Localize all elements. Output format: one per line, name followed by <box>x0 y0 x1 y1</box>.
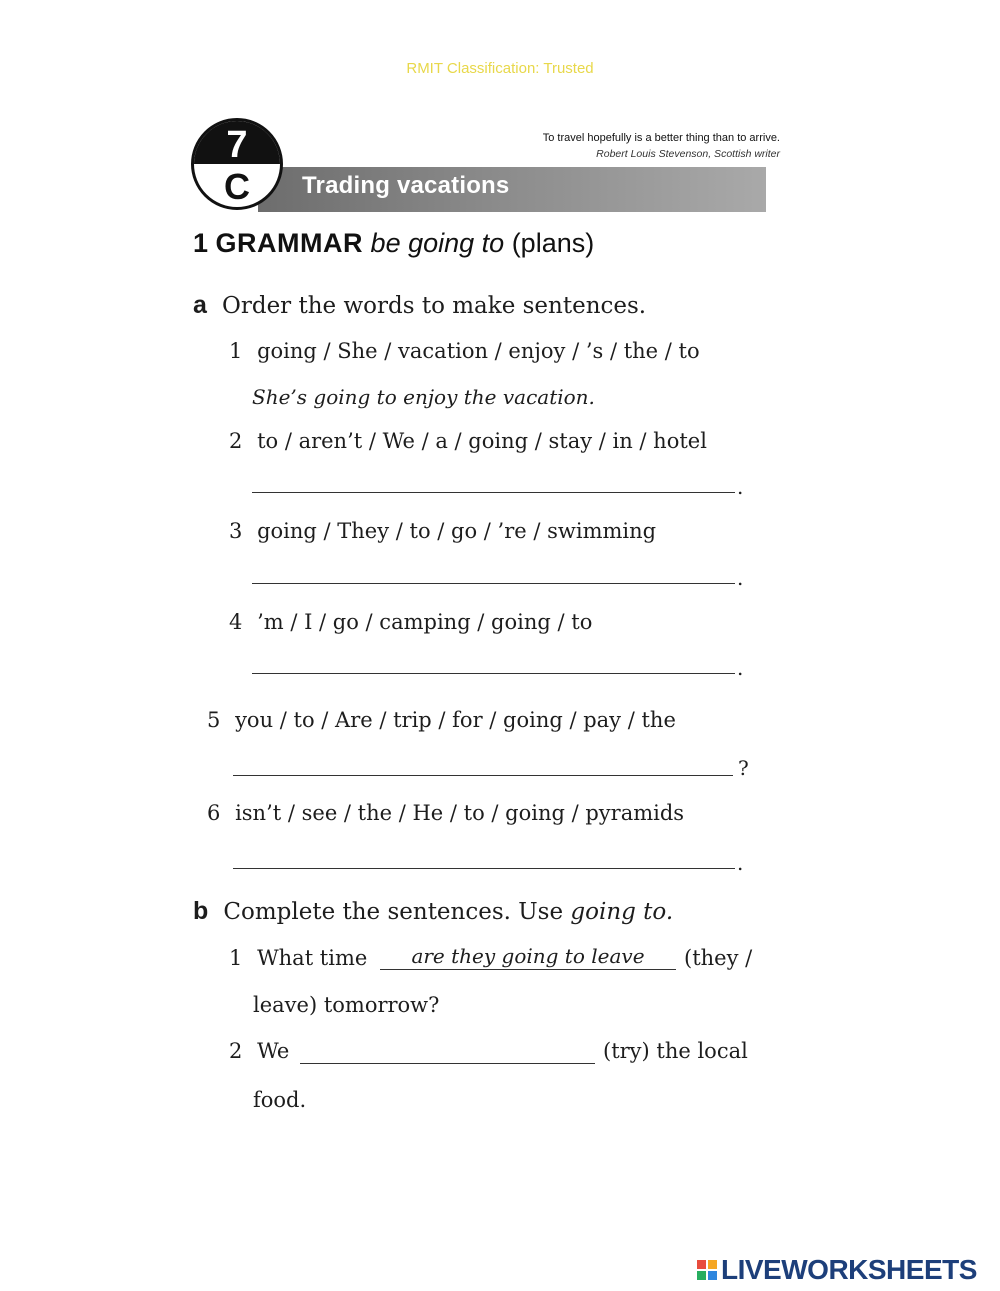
answer-input-a2[interactable] <box>252 492 735 493</box>
item-number: 6 <box>207 801 221 825</box>
answer-line-b1 <box>380 969 676 970</box>
lesson-title: Trading vacations <box>302 172 510 199</box>
part-b-heading <box>193 897 673 926</box>
example-answer-b1: are they going to leave <box>411 944 645 968</box>
item-text-before: What time <box>257 946 368 970</box>
logo-square <box>697 1260 706 1269</box>
item-number: 3 <box>229 519 243 543</box>
part-b-letter: b <box>193 897 209 925</box>
exercise-a-item-6 <box>207 801 684 825</box>
section-topic-rest: (plans) <box>511 228 595 258</box>
section-topic-italic: be going to <box>370 228 505 258</box>
quote-author: Robert Louis Stevenson, Scottish writer <box>596 148 780 160</box>
part-b-instruction-italic: going to. <box>570 899 674 925</box>
unit-badge <box>191 118 283 210</box>
end-punctuation: . <box>737 566 744 590</box>
classification-label: RMIT Classification: Trusted <box>406 60 594 77</box>
quote-text: To travel hopefully is a better thing than to arrive. <box>542 132 780 144</box>
section-heading <box>193 228 594 259</box>
exercise-a-item-4 <box>229 610 592 634</box>
item-number: 5 <box>207 708 221 732</box>
end-punctuation: . <box>737 851 744 875</box>
logo-text: LIVEWORKSHEETS <box>721 1254 977 1285</box>
answer-input-a4[interactable] <box>252 673 735 674</box>
item-prompt: isn’t / see / the / He / to / going / pyramids <box>235 801 685 825</box>
item-prompt: ’m / I / go / camping / going / to <box>257 610 593 634</box>
exercise-a-item-5 <box>207 708 676 732</box>
part-a-letter: a <box>193 291 207 319</box>
answer-input-a5[interactable] <box>233 775 733 776</box>
unit-number: 7 <box>226 124 248 166</box>
item-number: 1 <box>229 946 243 970</box>
part-a-heading <box>193 291 646 320</box>
item-line-2: food. <box>253 1088 307 1112</box>
section-number: 1 <box>193 228 209 258</box>
answer-input-b2[interactable] <box>300 1063 595 1064</box>
item-text-after: (try) the local <box>603 1039 748 1063</box>
item-number: 1 <box>229 339 243 363</box>
answer-input-a3[interactable] <box>252 583 735 584</box>
item-prompt: to / aren’t / We / a / going / stay / in / hotel <box>257 429 707 453</box>
liveworksheets-logo <box>697 1254 977 1286</box>
part-a-instruction: Order the words to make sentences. <box>222 293 647 319</box>
exercise-a-item-2 <box>229 429 707 453</box>
item-text-after: (they / <box>684 946 753 970</box>
exercise-a-item-1 <box>229 339 700 363</box>
example-answer: She’s going to enjoy the vacation. <box>252 385 595 409</box>
liveworksheets-icon <box>697 1260 717 1280</box>
exercise-b-item-1 <box>229 946 367 970</box>
item-number: 4 <box>229 610 243 634</box>
quote <box>543 130 780 162</box>
item-prompt: you / to / Are / trip / for / going / pay / the <box>235 708 676 732</box>
item-number: 2 <box>229 429 243 453</box>
end-punctuation: ? <box>738 756 749 780</box>
exercise-b-item-2 <box>229 1039 289 1063</box>
end-punctuation: . <box>737 656 744 680</box>
logo-square <box>708 1260 717 1269</box>
item-prompt: going / They / to / go / ’re / swimming <box>257 519 657 543</box>
end-punctuation: . <box>737 475 744 499</box>
logo-square <box>697 1271 706 1280</box>
part-b-instruction: Complete the sentences. Use <box>223 899 571 925</box>
item-prompt: going / She / vacation / enjoy / ’s / the / to <box>257 339 700 363</box>
unit-letter: C <box>224 166 250 207</box>
item-number: 2 <box>229 1039 243 1063</box>
item-line-2: leave) tomorrow? <box>253 993 440 1017</box>
exercise-a-item-3 <box>229 519 656 543</box>
answer-input-a6[interactable] <box>233 868 735 869</box>
section-name: GRAMMAR <box>215 228 364 258</box>
logo-square <box>708 1271 717 1280</box>
item-text-before: We <box>257 1039 290 1063</box>
